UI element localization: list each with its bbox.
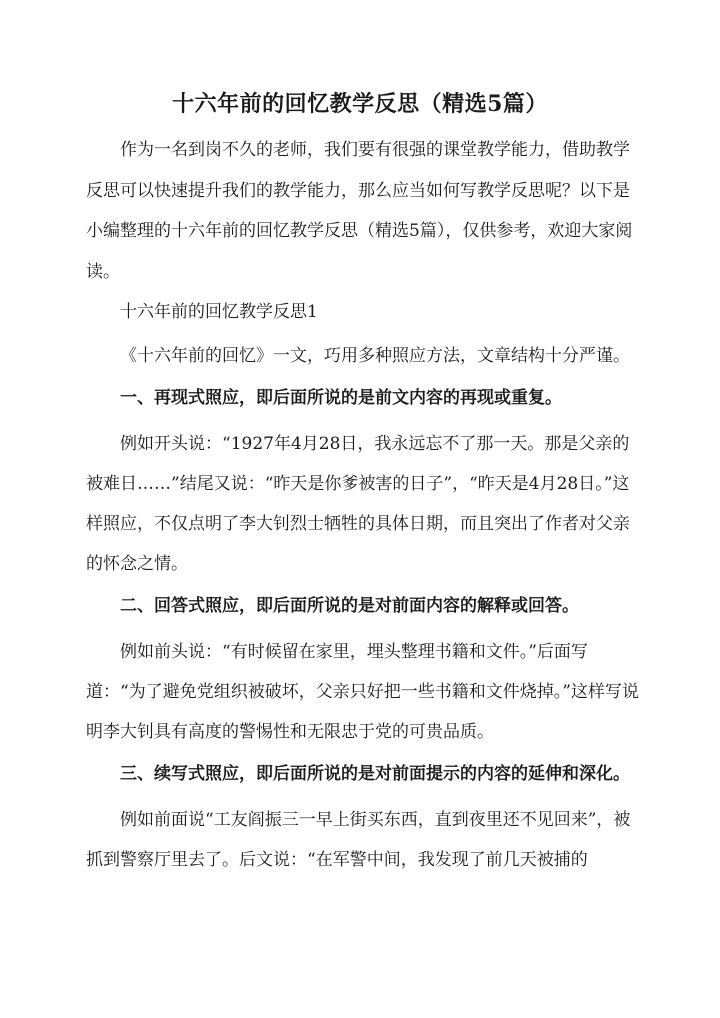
section-title: 十六年前的回忆教学反思1	[120, 302, 318, 322]
point-2-paragraph: 例如前头说：“有时候留在家里，埋头整理书籍和文件。”后面写道：“为了避免党组织被破坏，父亲只好把一些书籍和文件烧掉。”这样写说明李大钊具有高度的警惕性和无限忠于党的可贵品质。	[86, 642, 639, 742]
point-1-paragraph: 例如开头说：“1927年4月28日，我永远忘不了那一天。那是父亲的被难日……”结尾又说：“昨天是你爹被害的日子”，“昨天是4月28日。”这样照应，不仅点明了李大钊烈士牺牲的具体日期，而且突出了作者对父亲的怀念之情。	[86, 434, 630, 574]
point-3-paragraph: 例如前面说“工友阎振三一早上街买东西，直到夜里还不见回来”，被抓到警察厅里去了。后文说：“在军警中间，我发现了前几天被捕的	[86, 810, 631, 870]
point-1-heading: 一、再现式照应，即后面所说的是前文内容的再现或重复。	[120, 388, 562, 408]
document-title: 十六年前的回忆教学反思（精选5篇）	[172, 91, 548, 117]
section-intro-paragraph: 《十六年前的回忆》一文，巧用多种照应方法，文章结构十分严谨。	[120, 346, 630, 366]
point-2-heading: 二、回答式照应，即后面所说的是对前面内容的解释或回答。	[120, 596, 579, 616]
point-3-heading: 三、续写式照应，即后面所说的是对前面提示的内容的延伸和深化。	[120, 764, 630, 784]
intro-paragraph: 作为一名到岗不久的老师，我们要有很强的课堂教学能力，借助教学反思可以快速提升我们的教学能力，那么应当如何写教学反思呢？以下是小编整理的十六年前的回忆教学反思（精选5篇），仅供参考，欢迎大家阅读。	[86, 140, 633, 282]
